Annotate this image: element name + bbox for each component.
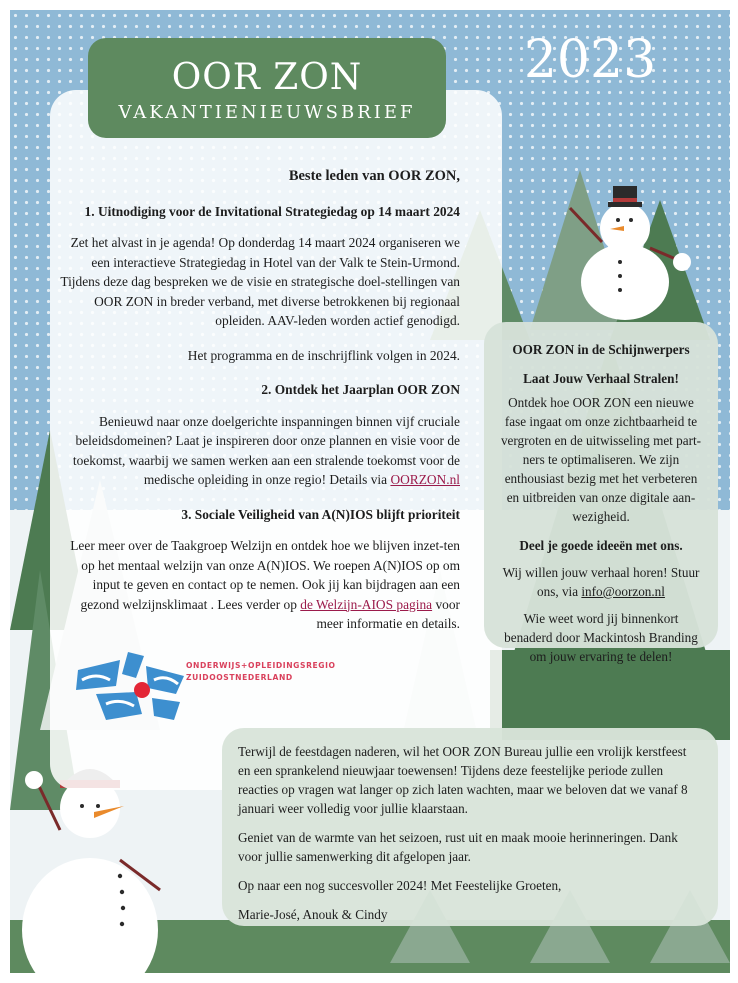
sidebar-spotlight [484, 322, 718, 664]
section-2-body [60, 412, 460, 490]
sidebar-cta-text: Wij willen jouw verhaal horen! Stuur ons, via [502, 565, 700, 599]
sidebar-cta-heading: Deel je goede ideeën met ons. [519, 538, 683, 553]
greeting: Beste leden van OOR ZON, [288, 168, 460, 184]
section-3-heading: 3. Sociale Veiligheid van A(N)IOS blijft prioriteit [181, 506, 460, 522]
logo-wordmark [186, 660, 336, 684]
section-3-body [60, 536, 460, 634]
email-link[interactable]: info@oorzon.nl [581, 584, 665, 599]
holiday-paragraph-1: Terwijl de feestdagen naderen, wil het OOR ZON Bureau jullie een vrolijk kerstfeest en een sprankelend nieuwjaar toewensen! Tijdens deze feestelijke periode zullen reacties op vragen wat langer op zich laten wachten, maar we beloven dat we vanaf 8 januari weer volledig voor jullie klaarstaan. [238, 744, 688, 816]
section-1-note: Het programma en de inschrijflink volgen in 2024. [187, 347, 460, 363]
section-1-heading: 1. Uitnodiging voor de Invitational Strategiedag op 14 maart 2024 [84, 203, 460, 219]
signature: Marie-José, Anouk & Cindy [238, 907, 388, 922]
sidebar-subtitle: Laat Jouw Verhaal Stralen! [523, 371, 679, 386]
header-banner [88, 38, 446, 138]
oor-zon-logo-icon [76, 650, 188, 722]
section-3-text: Leer meer over de Taakgroep Welzijn en ontdek hoe we blijven inzet-ten op het mentaal welzijn van onze A(N)IOS. We roepen A(N)IOS op om input te geven en contact op te nemen. Ook jij kan bijdragen aan een gezond welzijnsklimaat . Lees verder op [70, 538, 460, 612]
section-2-heading: 2. Ontdek het Jaarplan OOR ZON [261, 382, 460, 397]
logo-line-1: ONDERWIJS+OPLEIDINGSREGIO [186, 661, 336, 670]
main-article [60, 167, 460, 649]
oorzon-link[interactable]: OORZON.nl [390, 472, 460, 487]
section-3-tail: voor meer informatie en details. [316, 596, 460, 631]
sidebar-closing: Wie weet word jij binnenkort benaderd door Mackintosh Branding om jouw ervaring te delen! [504, 611, 698, 664]
newsletter-subtitle: VAKANTIENIEUWSBRIEF [118, 101, 416, 123]
holiday-paragraph-2: Geniet van de warmte van het seizoen, rust uit en maak mooie herinneringen. Dank voor jullie samenwerking dit afgelopen jaar. [238, 830, 678, 864]
holiday-message [222, 728, 718, 926]
welzijn-aios-link[interactable]: de Welzijn-AIOS pagina [300, 596, 433, 612]
newsletter-title: OOR ZON [171, 57, 363, 98]
holiday-paragraph-3: Op naar een nog succesvoller 2024! Met Feestelijke Groeten, [238, 878, 562, 893]
logo-line-2: ZUIDOOSTNEDERLAND [186, 673, 293, 682]
section-2-text: Benieuwd naar onze doelgerichte inspanningen binnen vijf cruciale beleidsdomeinen? Laat je inspireren door onze plannen en visie voor de toekomst, waarbij we samen werken aan een stralende toekomst voor de medische opleiding in onze regio! Details via [72, 413, 460, 487]
sidebar-cta [498, 563, 704, 601]
year-label: 2023 [523, 30, 657, 90]
sidebar-body: Ontdek hoe OOR ZON een nieuwe fase ingaat om onze zichtbaarheid te vergroten en de uitwisseling met part-ners te optimaliseren. We zijn enthousiast bezig met het verbeteren en uitbreiden van onze digitale aan-wezigheid. [500, 395, 702, 524]
section-1-body: Zet het alvast in je agenda! Op donderdag 14 maart 2024 organiseren we een interactieve Strategiedag in Hotel van der Valk te Stein-Urmond. Tijdens deze dag bespreken we de visie en strategische doel-stellingen van OOR ZON in breder verband, met diverse betrokkenen bij regionaal opleiden. AAV-leden worden actief genodigd. [60, 235, 460, 328]
sidebar-title: OOR ZON in de Schijnwerpers [512, 342, 690, 357]
